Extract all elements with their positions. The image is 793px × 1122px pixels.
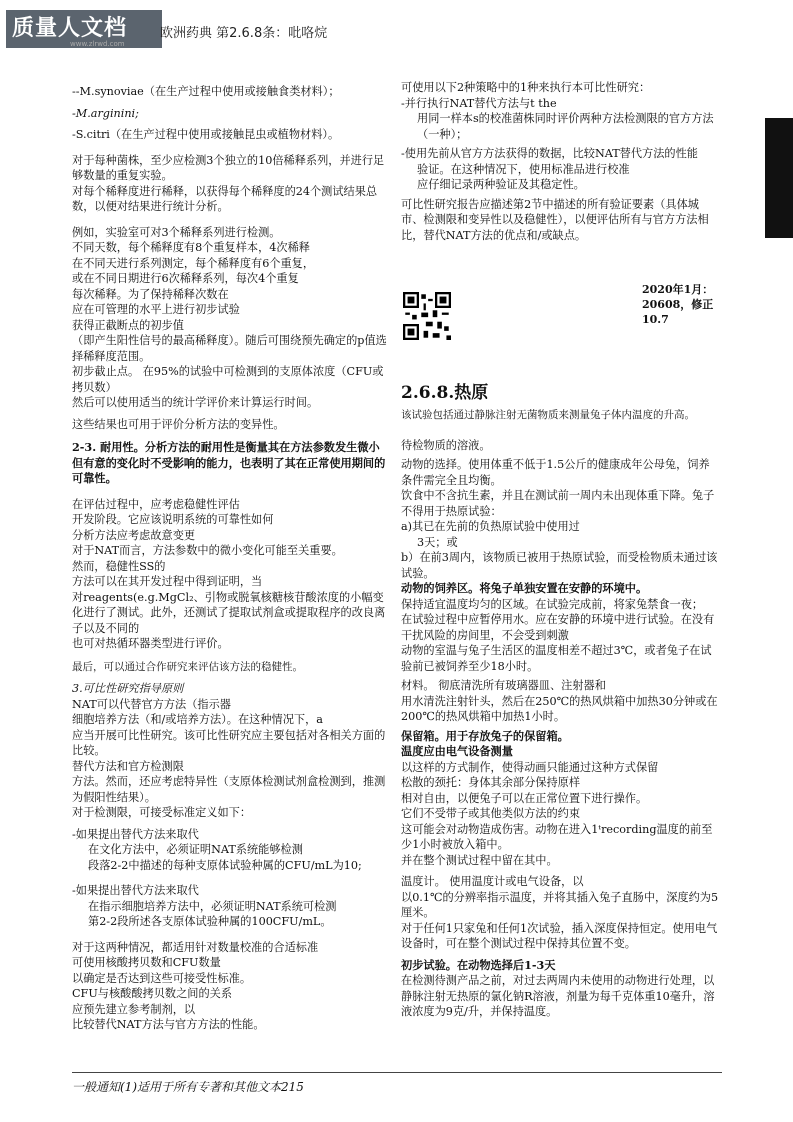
text-line: 比较替代NAT方法与官方方法的性能。	[72, 1018, 265, 1031]
text-line: 用水清洗注射针头，然后在250℃的热风烘箱中加热30分钟或在200℃的热风烘箱中加热1小时。	[401, 694, 718, 723]
text-line: 替代方法和官方检测限	[72, 759, 184, 773]
robustness-heading: 2-3. 耐用性。分析方法的耐用性是衡量其在方法参数发生微小但有意的变化时不受影响的能力，也表明了其在正常使用期间的可靠性。	[72, 440, 386, 485]
text-line: 对reagents(e.g.MgCl₂、引物或脱氧核糖核苷酸浓度的小幅变化进行了测试。此外，还测试了提取试剂盒或提取程序的改良离子以及不同的	[72, 590, 386, 635]
text-line: 应仔细记录两种验证及其稳定性。	[417, 178, 585, 191]
right-column-top	[401, 80, 719, 243]
text-line: 可使用以下2种策略中的1种来执行本可比性研究：	[401, 81, 651, 94]
text-line: 然后可以使用适当的统计学评价来计算运行时间。	[72, 396, 319, 409]
text-line: 该试验包括通过静脉注射无菌物质来测量兔子体内温度的升高。	[401, 409, 695, 421]
text-line: 对于任何1只家兔和任何1次试验，插入深度保持恒定。使用电气设备时，可在整个测试过程中保持其位置不变。	[401, 921, 718, 950]
text-line: 细胞培养方法（和/或培养方法）。在这种情况下，a	[72, 713, 323, 726]
watermark-url: www.zlrwd.com	[70, 40, 125, 48]
text-line: 在检测待测产品之前，对过去两周内未使用的动物进行处理，以	[401, 974, 715, 987]
housing-heading: 动物的饲养区。将兔子单独安置在安静的环境中。	[401, 581, 648, 595]
text-line: 第2-2段所述各支原体试验种属的100CFU/mL。	[88, 915, 332, 928]
text-line: -如果提出替代方法来取代	[72, 884, 199, 897]
left-column	[72, 84, 390, 1033]
text-line: 并在整个测试过程中留在其中。	[401, 853, 558, 867]
text-line: 不同天数，每个稀释度有8个重复样本，4次稀释	[72, 241, 310, 254]
text-line: CFU与核酸酸拷贝数之间的关系	[72, 987, 233, 1000]
page-header: 欧洲药典 第2.6.8条：吡咯烷	[160, 26, 328, 41]
text-line: 3天；或	[417, 535, 458, 549]
subsection-heading: 3.可比性研究指导原则	[72, 682, 184, 695]
text-line: 相对自由，以便兔子可以在正常位置下进行操作。	[401, 791, 648, 805]
paragraph: 最后，可以通过合作研究来评估该方法的稳健性。	[72, 660, 303, 673]
paragraph: -S.citri（在生产过程中使用或接触昆虫或植物材料）。	[72, 128, 340, 141]
text-line: 在指示细胞培养方法中，必须证明NAT系统可检测	[88, 899, 337, 913]
preliminary-test-heading: 初步试验。在动物选择后1-3天	[401, 957, 556, 972]
revision-note: 2020年1月：20608，修正10.7	[642, 283, 714, 326]
text-line: 动物的选择。使用体重不低于1.5公斤的健康成年公母兔，饲养条件需完全且均衡。	[401, 458, 710, 487]
paragraph: 对于每种菌株，至少应检测3个独立的10倍稀释系列，并进行足够数量的重复实验。	[72, 153, 385, 182]
text-line: 以0.1℃的分辨率指示温度，并将其插入兔子直肠中，深度约为5厘米。	[401, 890, 719, 919]
text-line: 用同一样本s的校准菌株同时评价两种方法检测限的官方方法（一种）；	[417, 112, 714, 141]
text-line: NAT可以代替官方方法（指示器	[72, 697, 231, 711]
text-line: -如果提出替代方法来取代	[72, 827, 199, 841]
text-line: 以确定是否达到这些可接受性标准。	[72, 971, 252, 985]
text-line: 保持适宜温度均匀的区域。在试验完成前，将家兔禁食一夜；	[401, 597, 704, 611]
retaining-box-heading: 保留箱。用于存放兔子的保留箱。	[401, 728, 569, 743]
text-line: 然而，稳健性SS的	[72, 559, 166, 573]
text-line: 在评估过程中，应考虑稳健性评估	[72, 497, 240, 511]
text-line: b）在前3周内，该物质已被用于热原试验，而受检物质未通过该试验。	[401, 551, 718, 580]
text-line: 或在不同日期进行6次稀释系列，每次4个重复	[72, 272, 299, 285]
text-line: 松散的颈托：身体其余部分保持原样	[401, 776, 581, 789]
text-line: 初步截止点。 在95%的试验中可检测到的支原体浓度（CFU或拷贝数）	[72, 365, 384, 394]
text-line: （即产生阳性信号的最高稀释度）。随后可围绕预先确定的p值选择稀释度范围。	[72, 334, 387, 363]
text-line: 温度计。 使用温度计或电气设备，以	[401, 875, 584, 888]
text-line: 方法。然而，还应考虑特异性（支原体检测试剂盒检测到，推测为假阳性结果）。	[72, 775, 386, 804]
text-line: 也可对热循环器类型进行评价。	[72, 637, 229, 650]
text-line: 分析方法应考虑故意变更	[72, 528, 196, 542]
temperature-heading: 温度应由电气设备测量	[401, 744, 513, 758]
text-line: 方法可以在其开发过程中得到证明，当	[72, 575, 263, 588]
text-line: 对于检测限，可接受标准定义如下：	[72, 806, 252, 819]
text-line: 对于这两种情况，都适用针对数量校准的合适标准	[72, 940, 319, 954]
text-line: 材料。 彻底清洗所有玻璃器皿、注射器和	[401, 679, 606, 692]
text-line: 待检物质的溶液。	[401, 438, 491, 452]
qr-code-icon	[403, 292, 451, 340]
paragraph: -M.arginini;	[72, 106, 139, 120]
text-line: 在不同天进行系列测定，每个稀释度有6个重复，	[72, 256, 315, 270]
text-line: 应当开展可比性研究。该可比性研究应主要包括对各相关方面的比较。	[72, 728, 386, 757]
text-line: 可比性研究报告应描述第2节中描述的所有验证要素（具体城市、检测限和变异性以及稳健性），以便评估所有与官方方法相比，替代NAT方法的优点和/或缺点。	[401, 197, 709, 242]
text-line: 每次稀释。为了保持稀释次数在	[72, 287, 229, 301]
section-tab-marker	[765, 118, 793, 238]
text-line: 例如，实验室可对3个稀释系列进行检测。	[72, 225, 281, 239]
text-line: 以这样的方式制作，使得动画只能通过这种方式保留	[401, 760, 659, 774]
text-line: 段落2-2中描述的每种支原体试验种属的CFU/mL为10;	[88, 858, 362, 872]
paragraph: --M.synoviae（在生产过程中使用或接触食类材料）；	[72, 85, 340, 98]
text-line: 在文化方法中，必须证明NAT系统能够检测	[88, 843, 303, 856]
text-line: 应在可管理的水平上进行初步试验	[72, 303, 240, 316]
footer-divider	[72, 1072, 722, 1073]
text-line: 验证。在这种情况下，使用标准品进行校准	[417, 162, 630, 176]
text-line: 静脉注射无热原的氯化钠R溶液，剂量为每千克体重10毫升，溶液浓度为9克/升，并保持温度。	[401, 989, 715, 1018]
text-line: 应预先建立参考制剂，以	[72, 1002, 196, 1016]
paragraph: 这些结果也可用于评价分析方法的变异性。	[72, 417, 285, 431]
text-line: 这可能会对动物造成伤害。动物在进入1ᵗrecording温度的前至少1小时被放入箱中。	[401, 822, 713, 851]
right-column-body	[401, 408, 719, 1020]
page-footer: 一般通知(1)适用于所有专著和其他文本215	[72, 1080, 304, 1094]
text-line: 饮食中不含抗生素，并且在测试前一周内未出现体重下降。兔子不得用于热原试验：	[401, 489, 715, 518]
paragraph: 对每个稀释度进行稀释，以获得每个稀释度的24个测试结果总数，以便对结果进行统计分析。	[72, 184, 378, 213]
text-line: 它们不受带子或其他类似方法的约束	[401, 807, 581, 820]
text-line: 对于NAT而言，方法参数中的微小变化可能至关重要。	[72, 544, 343, 557]
text-line: 获得正截断点的初步值	[72, 318, 184, 332]
section-title: 2.6.8.热原	[401, 383, 489, 403]
text-line: 开发阶段。它应该说明系统的可靠性如何	[72, 513, 274, 526]
text-line: 动物的室温与兔子生活区的温度相差不超过3℃，或者兔子在试验前已被饲养至少18小时。	[401, 644, 712, 673]
text-line: 可使用核酸拷贝数和CFU数量	[72, 956, 221, 969]
text-line: -使用先前从官方方法获得的数据，比较NAT替代方法的性能	[401, 147, 698, 160]
text-line: -并行执行NAT替代方法与t the	[401, 96, 557, 110]
text-line: a)其已在先前的负热原试验中使用过	[401, 520, 580, 533]
text-line: 在试验过程中应暂停用水。应在安静的环境中进行试验。在没有干扰风险的房间里，不会受到刺激	[401, 613, 715, 642]
watermark-logo: 质量人文档	[6, 10, 162, 48]
